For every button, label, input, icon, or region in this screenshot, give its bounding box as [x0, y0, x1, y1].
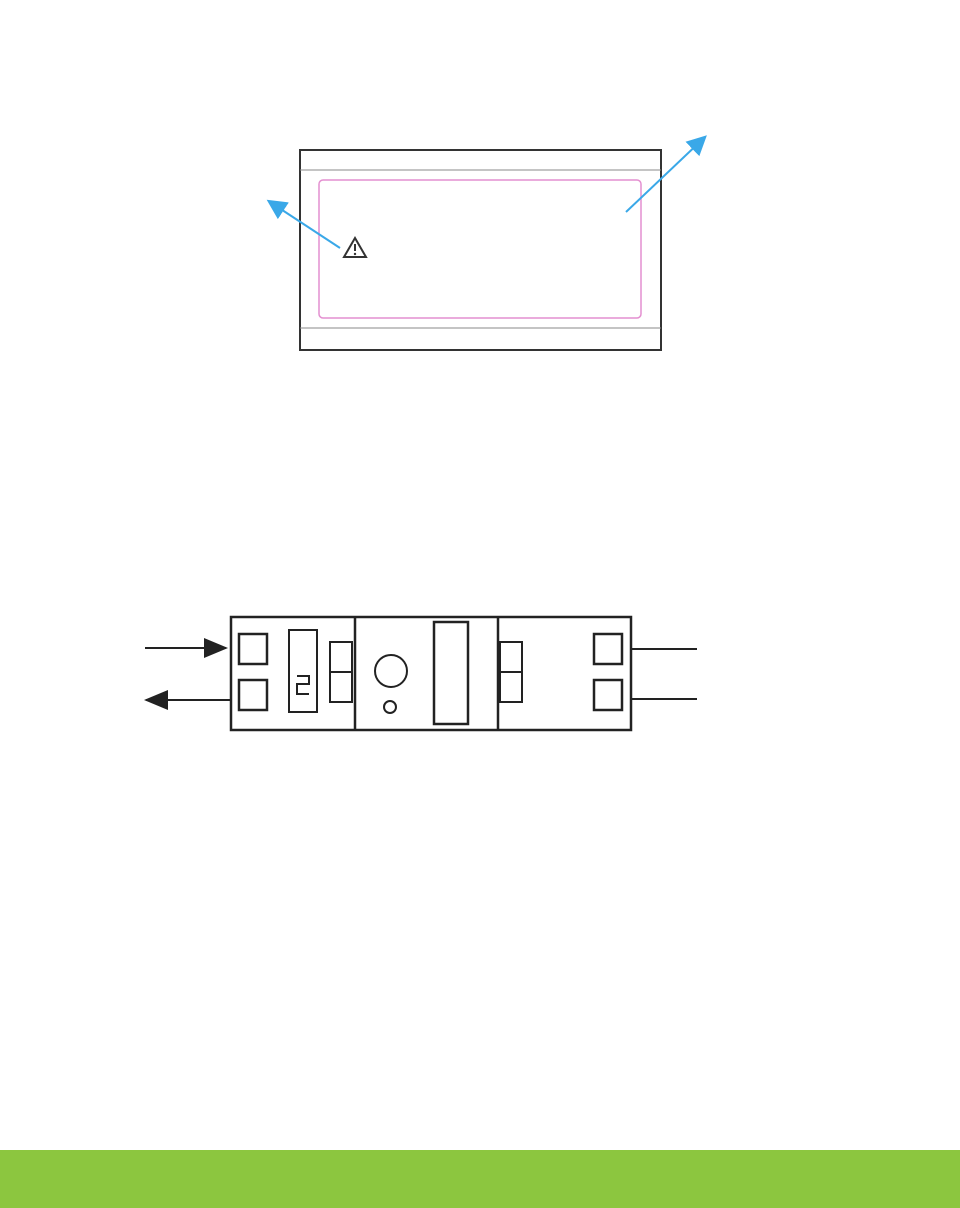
- footer-bar: [0, 1150, 960, 1208]
- reset-button-circle: [375, 655, 407, 687]
- warning-triangle-icon: [344, 238, 366, 257]
- wiring-diagram: [0, 600, 960, 750]
- lcd-figure: [0, 100, 960, 370]
- wiring-figure: [0, 600, 960, 750]
- section-5-heading: [137, 539, 183, 561]
- lcd-diagram: [0, 100, 960, 370]
- pulse-icon: [297, 676, 309, 694]
- section-4-heading: [137, 0, 183, 22]
- led-circle: [384, 701, 396, 713]
- unit-arrow: [270, 202, 340, 248]
- section-4-1-heading: [137, 49, 183, 71]
